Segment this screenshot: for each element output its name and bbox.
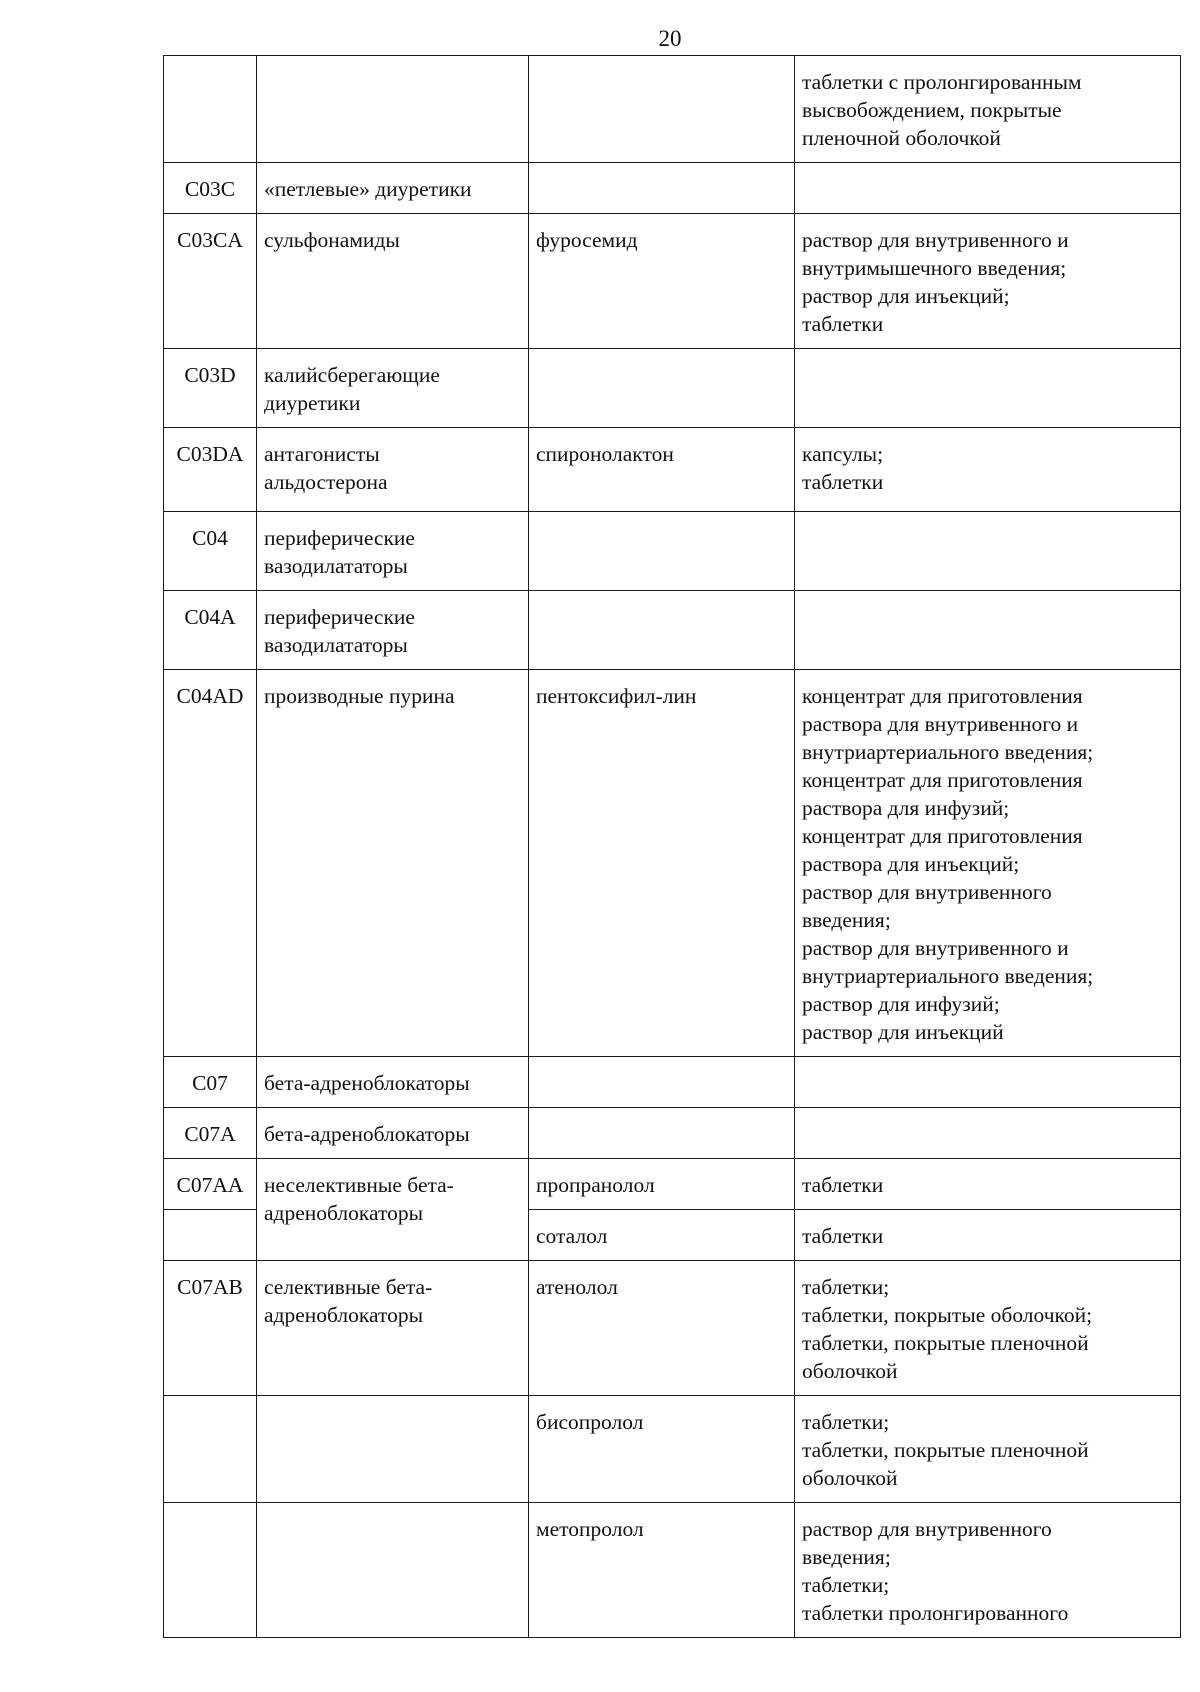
group-cell xyxy=(257,56,529,163)
group-cell xyxy=(257,163,529,214)
cell-line: таблетки, покрытые оболочкой; xyxy=(802,1303,1093,1327)
cell-line: бета-адреноблокаторы xyxy=(264,1071,470,1095)
dosage-forms-cell xyxy=(795,1261,1181,1396)
group-cell xyxy=(257,1159,529,1261)
drug-table xyxy=(163,55,1181,1638)
dosage-forms-cell xyxy=(795,56,1181,163)
dosage-forms-cell xyxy=(795,670,1181,1057)
atc-code-cell xyxy=(164,1210,257,1261)
dosage-forms-cell xyxy=(795,512,1181,591)
cell-line: внутримышечного введения; xyxy=(802,256,1067,280)
cell-line: «петлевые» диуретики xyxy=(264,177,472,201)
dosage-forms-cell xyxy=(795,1503,1181,1638)
table-row xyxy=(164,56,1181,163)
dosage-forms-cell xyxy=(795,1159,1181,1210)
dosage-forms-cell xyxy=(795,428,1181,512)
page-number: 20 xyxy=(658,26,682,51)
cell-line: диуретики xyxy=(264,391,361,415)
table-row xyxy=(164,1108,1181,1159)
atc-code-cell: C04AD xyxy=(164,670,257,1057)
cell-line: таблетки xyxy=(802,1224,884,1248)
cell-line: производные пурина xyxy=(264,684,455,708)
cell-line: таблетки xyxy=(802,470,884,494)
cell-line: периферические xyxy=(264,526,415,550)
group-cell xyxy=(257,1057,529,1108)
table-row xyxy=(164,214,1181,349)
atc-code-cell xyxy=(164,56,257,163)
table-row xyxy=(164,670,1181,1057)
drug-name-cell xyxy=(529,1108,795,1159)
cell-line: таблетки; xyxy=(802,1275,890,1299)
cell-line: таблетки, покрытые пленочной xyxy=(802,1331,1089,1355)
cell-line: раствора для внутривенного и xyxy=(802,712,1079,736)
cell-line: адреноблокаторы xyxy=(264,1303,424,1327)
cell-line: концентрат для приготовления xyxy=(802,684,1083,708)
cell-line: капсулы; xyxy=(802,442,884,466)
cell-line: раствор для внутривенного xyxy=(802,1517,1052,1541)
cell-line: метопролол xyxy=(536,1517,644,1541)
cell-line: антагонисты xyxy=(264,442,380,466)
group-cell xyxy=(257,591,529,670)
cell-line: таблетки с пролонгированным xyxy=(802,70,1082,94)
cell-line: раствор для внутривенного xyxy=(802,880,1052,904)
drug-name-cell xyxy=(529,1396,795,1503)
cell-line: альдостерона xyxy=(264,470,388,494)
group-cell xyxy=(257,428,529,512)
cell-line: концентрат для приготовления xyxy=(802,824,1083,848)
cell-line: пропранолол xyxy=(536,1173,655,1197)
atc-code-cell: C03C xyxy=(164,163,257,214)
group-cell xyxy=(257,670,529,1057)
group-cell xyxy=(257,349,529,428)
atc-code-cell xyxy=(164,1396,257,1503)
atc-code-cell: C03DA xyxy=(164,428,257,512)
dosage-forms-cell xyxy=(795,1057,1181,1108)
atc-code-cell: C03CA xyxy=(164,214,257,349)
atc-code-cell: C04A xyxy=(164,591,257,670)
atc-code-cell: C07AA xyxy=(164,1159,257,1210)
drug-name-cell xyxy=(529,163,795,214)
group-cell xyxy=(257,1108,529,1159)
dosage-forms-cell xyxy=(795,1108,1181,1159)
group-cell xyxy=(257,512,529,591)
atc-code-cell: C07AB xyxy=(164,1261,257,1396)
cell-line: высвобождением, покрытые xyxy=(802,98,1062,122)
table-row xyxy=(164,1396,1181,1503)
cell-line: раствора для инъекций; xyxy=(802,852,1020,876)
cell-line: вазодилататоры xyxy=(264,633,408,657)
cell-line: раствор для внутривенного и xyxy=(802,228,1069,252)
table-row xyxy=(164,349,1181,428)
drug-name-cell xyxy=(529,1159,795,1210)
cell-line: введения; xyxy=(802,908,891,932)
cell-line: таблетки xyxy=(802,1173,884,1197)
drug-name-cell xyxy=(529,349,795,428)
table-row xyxy=(164,428,1181,512)
drug-name-cell xyxy=(529,214,795,349)
cell-line: раствор для инъекций xyxy=(802,1020,1004,1044)
cell-line: атенолол xyxy=(536,1275,618,1299)
cell-line: таблетки xyxy=(802,312,884,336)
dosage-forms-cell xyxy=(795,1396,1181,1503)
cell-line: концентрат для приготовления xyxy=(802,768,1083,792)
cell-line: калийсберегающие xyxy=(264,363,440,387)
cell-line: селективные бета- xyxy=(264,1275,433,1299)
drug-name-cell xyxy=(529,56,795,163)
cell-line: оболочкой xyxy=(802,1359,898,1383)
dosage-forms-cell xyxy=(795,349,1181,428)
cell-line: соталол xyxy=(536,1224,608,1248)
table-row xyxy=(164,1057,1181,1108)
table-row xyxy=(164,591,1181,670)
cell-line: периферические xyxy=(264,605,415,629)
cell-line: спиронолактон xyxy=(536,442,674,466)
drug-name-cell xyxy=(529,670,795,1057)
cell-line: раствор для инъекций; xyxy=(802,284,1010,308)
cell-line: таблетки пролонгированного xyxy=(802,1601,1069,1625)
cell-line: раствора для инфузий; xyxy=(802,796,1010,820)
table-row xyxy=(164,1159,1181,1210)
cell-line: неселективные бета- xyxy=(264,1173,454,1197)
cell-line: фуросемид xyxy=(536,228,638,252)
drug-name-cell xyxy=(529,1210,795,1261)
group-cell xyxy=(257,214,529,349)
cell-line: таблетки; xyxy=(802,1410,890,1434)
group-cell xyxy=(257,1503,529,1638)
cell-line: внутриартериального введения; xyxy=(802,740,1094,764)
cell-line: таблетки; xyxy=(802,1573,890,1597)
drug-name-cell xyxy=(529,1057,795,1108)
group-cell xyxy=(257,1396,529,1503)
cell-line: бета-адреноблокаторы xyxy=(264,1122,470,1146)
cell-line: адреноблокаторы xyxy=(264,1201,424,1225)
cell-line: сульфонамиды xyxy=(264,228,400,252)
cell-line: внутриартериального введения; xyxy=(802,964,1094,988)
dosage-forms-cell xyxy=(795,163,1181,214)
dosage-forms-cell xyxy=(795,214,1181,349)
table-row xyxy=(164,1261,1181,1396)
table-row xyxy=(164,1503,1181,1638)
atc-code-cell: C07 xyxy=(164,1057,257,1108)
atc-code-cell: C07A xyxy=(164,1108,257,1159)
table-body xyxy=(164,56,1181,1638)
cell-line: раствор для внутривенного и xyxy=(802,936,1069,960)
cell-line: оболочкой xyxy=(802,1466,898,1490)
dosage-forms-cell xyxy=(795,591,1181,670)
group-cell xyxy=(257,1261,529,1396)
cell-line: бисопролол xyxy=(536,1410,644,1434)
cell-line: вазодилататоры xyxy=(264,554,408,578)
cell-line: пленочной оболочкой xyxy=(802,126,1001,150)
drug-name-cell xyxy=(529,591,795,670)
drug-name-cell xyxy=(529,428,795,512)
cell-line: пентоксифил-лин xyxy=(536,684,697,708)
table-row xyxy=(164,512,1181,591)
drug-name-cell xyxy=(529,1503,795,1638)
cell-line: раствор для инфузий; xyxy=(802,992,1000,1016)
cell-line: введения; xyxy=(802,1545,891,1569)
atc-code-cell: C04 xyxy=(164,512,257,591)
atc-code-cell xyxy=(164,1503,257,1638)
drug-name-cell xyxy=(529,512,795,591)
table-row xyxy=(164,163,1181,214)
dosage-forms-cell xyxy=(795,1210,1181,1261)
atc-code-cell: C03D xyxy=(164,349,257,428)
drug-name-cell xyxy=(529,1261,795,1396)
cell-line: таблетки, покрытые пленочной xyxy=(802,1438,1089,1462)
